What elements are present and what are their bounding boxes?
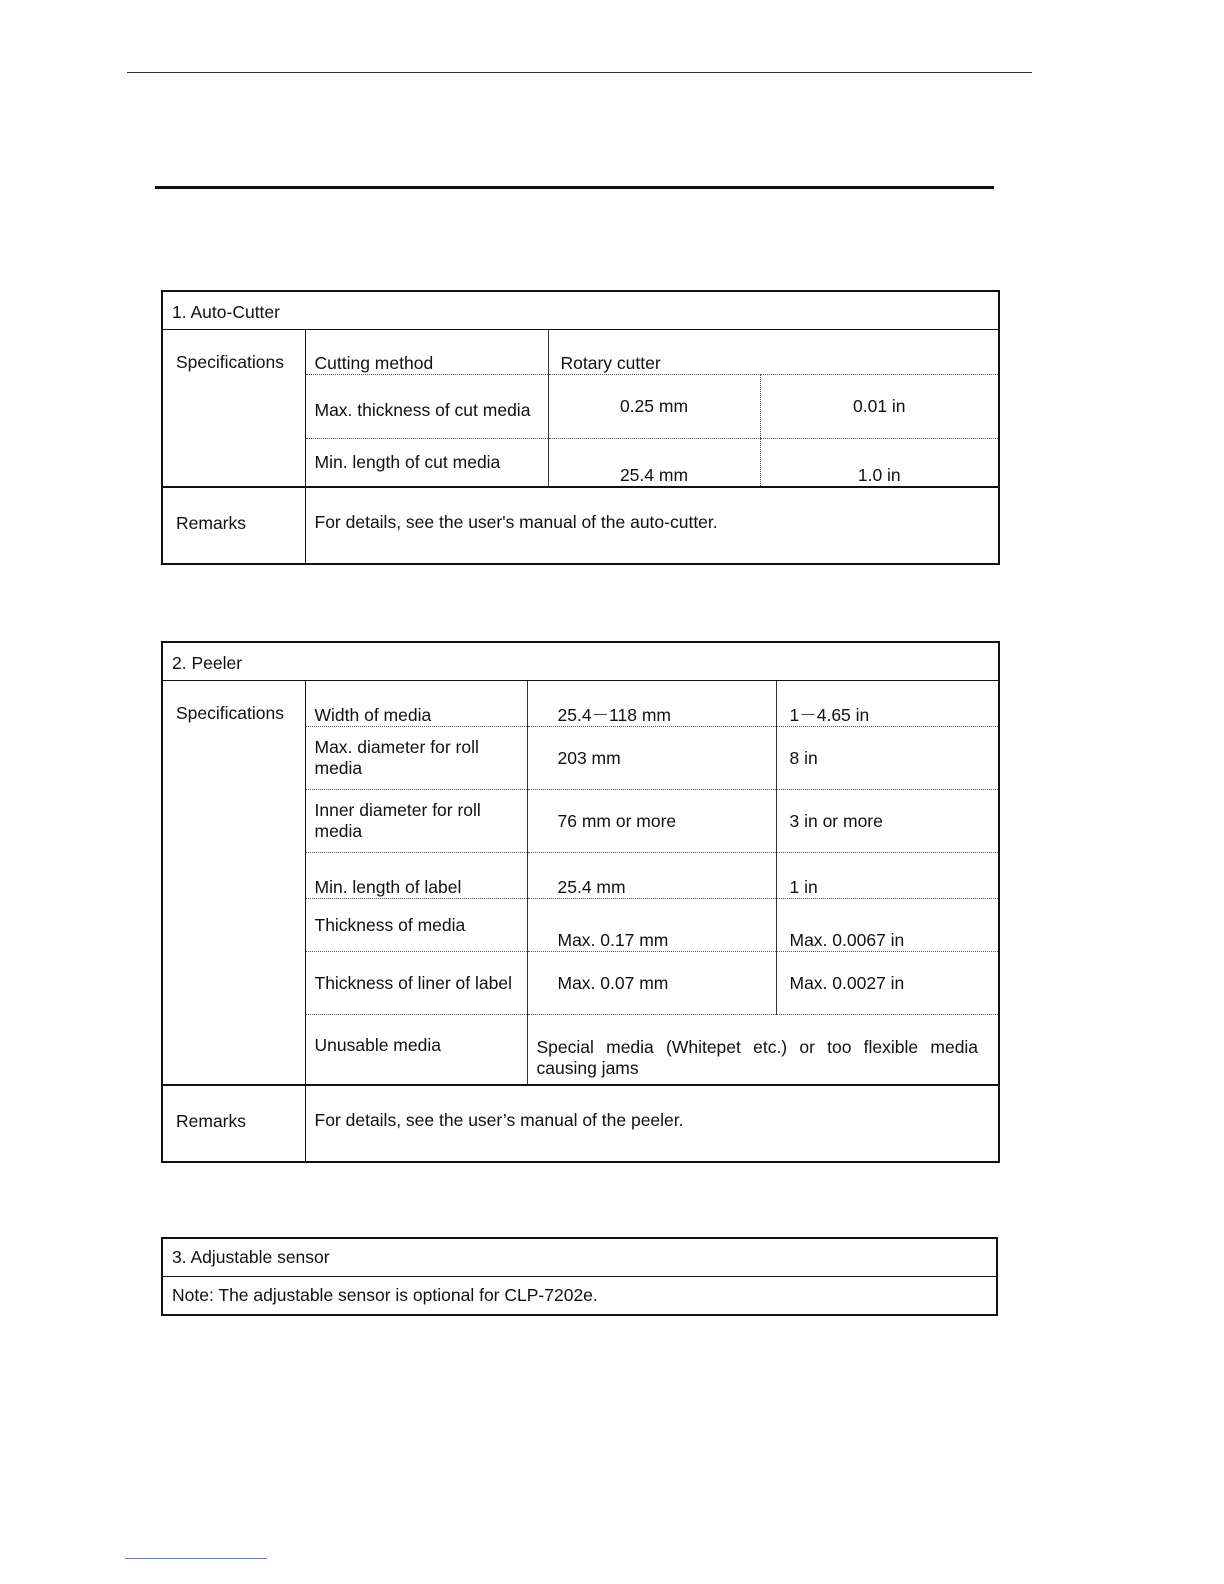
autocutter-remarks-text: For details, see the user's manual of the auto-cutter. (305, 487, 999, 564)
peeler-row-value: Special media (Whitepet etc.) or too flexible media causing jams (527, 1015, 999, 1085)
peeler-row-imperial: Max. 0.0027 in (789, 972, 905, 993)
header-rule (127, 72, 1032, 73)
autocutter-title: 1. Auto-Cutter (162, 291, 999, 330)
autocutter-row-metric: 25.4 mm (619, 464, 689, 485)
peeler-table (161, 641, 1000, 1163)
peeler-row-imperial: 3 in or more (789, 810, 883, 831)
autocutter-row-metric: 0.25 mm (619, 396, 689, 416)
peeler-row-label: Thickness of media (314, 914, 466, 935)
autocutter-row-value: Rotary cutter (560, 353, 661, 373)
autocutter-row-label: Max. thickness of cut media (314, 400, 531, 420)
section-rule (155, 186, 994, 189)
peeler-row-label: Max. diameter for roll media (314, 737, 479, 778)
footer-link-underline (125, 1558, 267, 1559)
autocutter-row-label: Cutting method (314, 353, 434, 373)
peeler-row-imperial: 8 in (789, 747, 818, 768)
peeler-remarks-text: For details, see the user’s manual of the peeler. (305, 1085, 999, 1162)
peeler-remarks-label: Remarks (162, 1085, 305, 1162)
peeler-row-metric: 25.4－118 mm (557, 705, 671, 725)
sensor-note: Note: The adjustable sensor is optional for CLP-7202e. (172, 1285, 598, 1305)
peeler-row-imperial: 1－4.65 in (789, 705, 870, 725)
peeler-row-label: Inner diameter for roll media (314, 800, 481, 841)
peeler-row-label: Min. length of label (314, 877, 462, 897)
peeler-row-metric: 25.4 mm (557, 877, 626, 897)
sensor-title: 3. Adjustable sensor (162, 1238, 997, 1277)
peeler-specs-label: Specifications (162, 681, 305, 1085)
autocutter-row-label: Min. length of cut media (314, 451, 501, 472)
peeler-row-metric: 76 mm or more (557, 810, 677, 831)
autocutter-row-imperial: 0.01 in (853, 396, 906, 416)
peeler-row-imperial: Max. 0.0067 in (789, 930, 905, 950)
peeler-row-metric: Max. 0.07 mm (557, 972, 669, 993)
autocutter-specs-label: Specifications (162, 330, 305, 487)
autocutter-remarks-label: Remarks (162, 487, 305, 564)
peeler-row-label: Unusable media (314, 1035, 441, 1055)
peeler-row-label: Thickness of liner of label (314, 972, 512, 993)
peeler-row-metric: 203 mm (557, 747, 621, 768)
autocutter-table (161, 290, 1000, 565)
peeler-title: 2. Peeler (162, 642, 999, 681)
peeler-row-imperial: 1 in (789, 877, 818, 897)
sensor-table (161, 1237, 998, 1316)
autocutter-row-imperial: 1.0 in (857, 464, 901, 485)
peeler-row-label: Width of media (314, 705, 432, 725)
peeler-row-metric: Max. 0.17 mm (557, 930, 669, 950)
